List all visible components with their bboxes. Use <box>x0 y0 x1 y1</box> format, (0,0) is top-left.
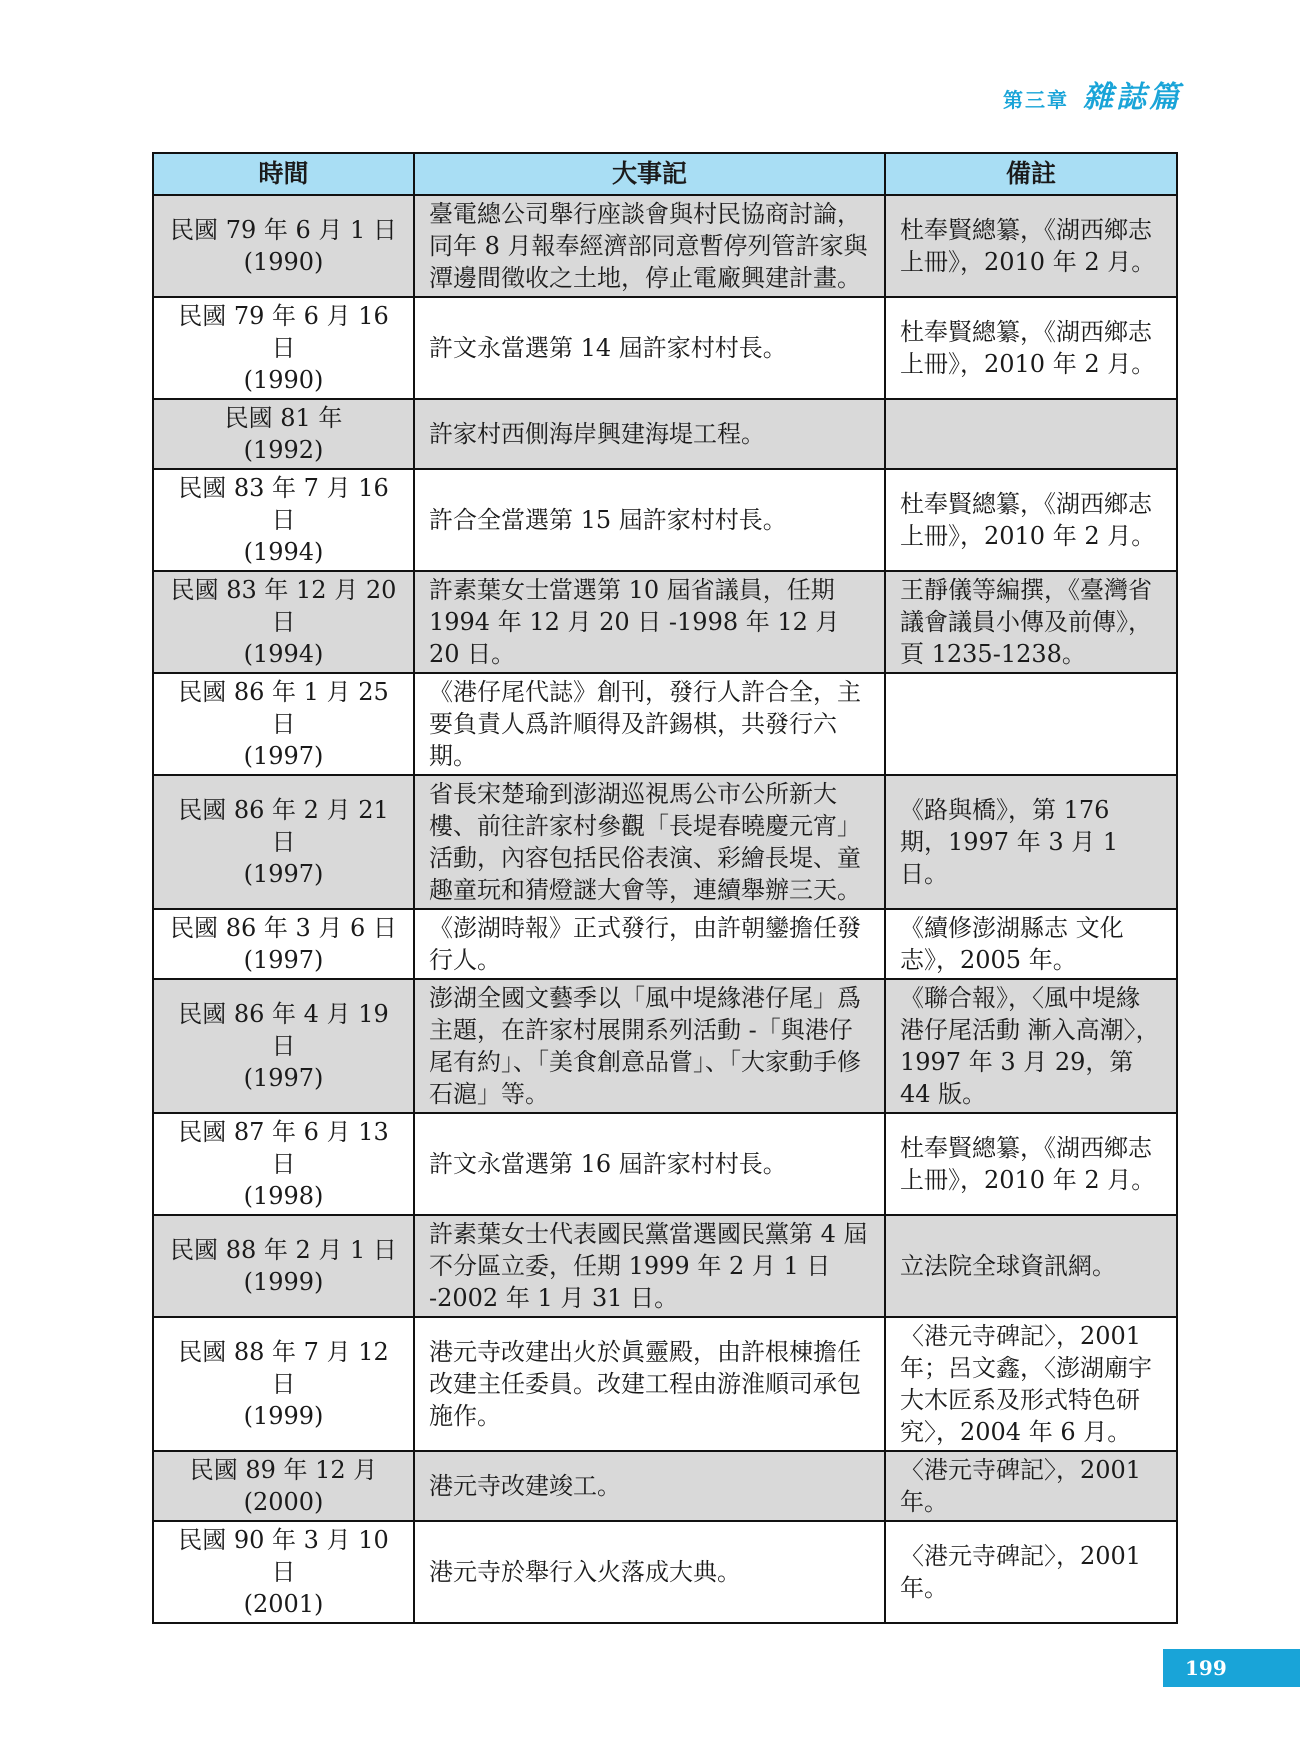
table-row <box>153 979 1177 1113</box>
year-text: (1999) <box>243 1402 324 1430</box>
table-row <box>153 571 1177 673</box>
note-cell: 杜奉賢總纂，《湖西鄉志上冊》，2010 年 2 月。 <box>885 195 1177 297</box>
event-cell: 許家村西側海岸興建海堤工程。 <box>414 399 885 469</box>
table-header-row <box>153 153 1177 195</box>
time-cell <box>153 909 414 979</box>
chapter-label: 第三章 <box>1003 88 1069 112</box>
note-cell <box>885 673 1177 775</box>
time-cell <box>153 979 414 1113</box>
year-text: (1997) <box>243 946 324 974</box>
note-cell: 杜奉賢總纂，《湖西鄉志上冊》，2010 年 2 月。 <box>885 297 1177 399</box>
year-text: (1999) <box>243 1268 324 1296</box>
event-cell: 港元寺於舉行入火落成大典。 <box>414 1521 885 1623</box>
event-cell: 許文永當選第 16 屆許家村村長。 <box>414 1113 885 1215</box>
events-table <box>152 152 1178 1624</box>
year-text: (1992) <box>243 436 324 464</box>
date-text: 民國 88 年 7 月 12 日 <box>178 1338 389 1398</box>
date-text: 民國 87 年 6 月 13 日 <box>178 1118 389 1178</box>
year-text: (1990) <box>243 248 324 276</box>
column-header-event: 大事記 <box>414 153 885 195</box>
time-cell <box>153 399 414 469</box>
time-cell <box>153 1113 414 1215</box>
year-text: (1990) <box>243 366 324 394</box>
year-text: (1994) <box>243 538 324 566</box>
table-row <box>153 195 1177 297</box>
time-cell <box>153 775 414 909</box>
time-cell <box>153 1521 414 1623</box>
date-text: 民國 86 年 4 月 19 日 <box>178 1000 389 1060</box>
event-cell: 《港仔尾代誌》創刊，發行人許合全，主要負責人爲許順得及許錫棋，共發行六期。 <box>414 673 885 775</box>
year-text: (1998) <box>243 1182 324 1210</box>
table-row <box>153 297 1177 399</box>
date-text: 民國 81 年 <box>224 404 343 432</box>
event-cell: 許素葉女士當選第 10 屆省議員，任期 1994 年 12 月 20 日 -1998 年 12 月 20 日。 <box>414 571 885 673</box>
table-row <box>153 775 1177 909</box>
year-text: (1997) <box>243 860 324 888</box>
table-row <box>153 1113 1177 1215</box>
time-cell <box>153 1215 414 1317</box>
chapter-title: 雜誌篇 <box>1083 80 1182 115</box>
column-header-note: 備註 <box>885 153 1177 195</box>
table-row <box>153 673 1177 775</box>
note-cell: 〈港元寺碑記〉，2001 年。 <box>885 1521 1177 1623</box>
date-text: 民國 90 年 3 月 10 日 <box>178 1526 389 1586</box>
time-cell <box>153 469 414 571</box>
time-cell <box>153 571 414 673</box>
time-cell <box>153 1451 414 1521</box>
table-row <box>153 1215 1177 1317</box>
table-row <box>153 909 1177 979</box>
time-cell <box>153 673 414 775</box>
year-text: (1997) <box>243 1064 324 1092</box>
time-cell <box>153 1317 414 1451</box>
date-text: 民國 88 年 2 月 1 日 <box>170 1236 397 1264</box>
date-text: 民國 79 年 6 月 16 日 <box>178 302 389 362</box>
time-cell <box>153 195 414 297</box>
event-cell: 《澎湖時報》正式發行，由許朝鑾擔任發行人。 <box>414 909 885 979</box>
date-text: 民國 89 年 12 月 <box>189 1456 378 1484</box>
note-cell: 杜奉賢總纂，《湖西鄉志上冊》，2010 年 2 月。 <box>885 1113 1177 1215</box>
note-cell: 〈港元寺碑記〉，2001 年。 <box>885 1451 1177 1521</box>
event-cell: 澎湖全國文藝季以「風中堤緣港仔尾」爲主題，在許家村展開系列活動 -「與港仔尾有約」、「美食創意品嘗」、「大家動手修石滬」等。 <box>414 979 885 1113</box>
event-cell: 港元寺改建出火於眞靈殿，由許根棟擔任改建主任委員。改建工程由游淮順司承包施作。 <box>414 1317 885 1451</box>
page-number-text: 199 <box>1185 1656 1227 1680</box>
note-cell: 《路與橋》，第 176 期，1997 年 3 月 1 日。 <box>885 775 1177 909</box>
event-cell: 許合全當選第 15 屆許家村村長。 <box>414 469 885 571</box>
year-text: (1994) <box>243 640 324 668</box>
table-row <box>153 469 1177 571</box>
event-cell: 臺電總公司舉行座談會與村民協商討論，同年 8 月報奉經濟部同意暫停列管許家與潭邊間徵收之土地，停止電廠興建計畫。 <box>414 195 885 297</box>
time-cell <box>153 297 414 399</box>
chapter-header <box>1003 72 1182 116</box>
note-cell: 王靜儀等編撰，《臺灣省議會議員小傳及前傳》，頁 1235-1238。 <box>885 571 1177 673</box>
note-cell: 《續修澎湖縣志 文化志》，2005 年。 <box>885 909 1177 979</box>
event-cell: 許文永當選第 14 屆許家村村長。 <box>414 297 885 399</box>
note-cell: 〈港元寺碑記〉，2001 年；呂文鑫，〈澎湖廟宇大木匠系及形式特色研究〉，2004 年 6 月。 <box>885 1317 1177 1451</box>
note-cell: 《聯合報》，〈風中堤緣港仔尾活動 漸入高潮〉，1997 年 3 月 29，第 44 版。 <box>885 979 1177 1113</box>
year-text: (2001) <box>243 1590 324 1618</box>
date-text: 民國 83 年 7 月 16 日 <box>178 474 389 534</box>
note-cell: 立法院全球資訊網。 <box>885 1215 1177 1317</box>
event-cell: 許素葉女士代表國民黨當選國民黨第 4 屆不分區立委，任期 1999 年 2 月 1 日 -2002 年 1 月 31 日。 <box>414 1215 885 1317</box>
date-text: 民國 86 年 2 月 21 日 <box>178 796 389 856</box>
event-cell: 省長宋楚瑜到澎湖巡視馬公市公所新大樓、前往許家村參觀「長堤春曉慶元宵」活動，內容包括民俗表演、彩繪長堤、童趣童玩和猜燈謎大會等，連續舉辦三天。 <box>414 775 885 909</box>
date-text: 民國 79 年 6 月 1 日 <box>170 216 397 244</box>
date-text: 民國 86 年 1 月 25 日 <box>178 678 389 738</box>
date-text: 民國 86 年 3 月 6 日 <box>170 914 397 942</box>
note-cell <box>885 399 1177 469</box>
event-cell: 港元寺改建竣工。 <box>414 1451 885 1521</box>
note-cell: 杜奉賢總纂，《湖西鄉志上冊》，2010 年 2 月。 <box>885 469 1177 571</box>
year-text: (2000) <box>243 1488 324 1516</box>
table-row <box>153 399 1177 469</box>
table-row <box>153 1451 1177 1521</box>
column-header-time: 時間 <box>153 153 414 195</box>
year-text: (1997) <box>243 742 324 770</box>
table-row <box>153 1521 1177 1623</box>
page-number <box>1163 1649 1300 1687</box>
table-row <box>153 1317 1177 1451</box>
date-text: 民國 83 年 12 月 20 日 <box>170 576 397 636</box>
